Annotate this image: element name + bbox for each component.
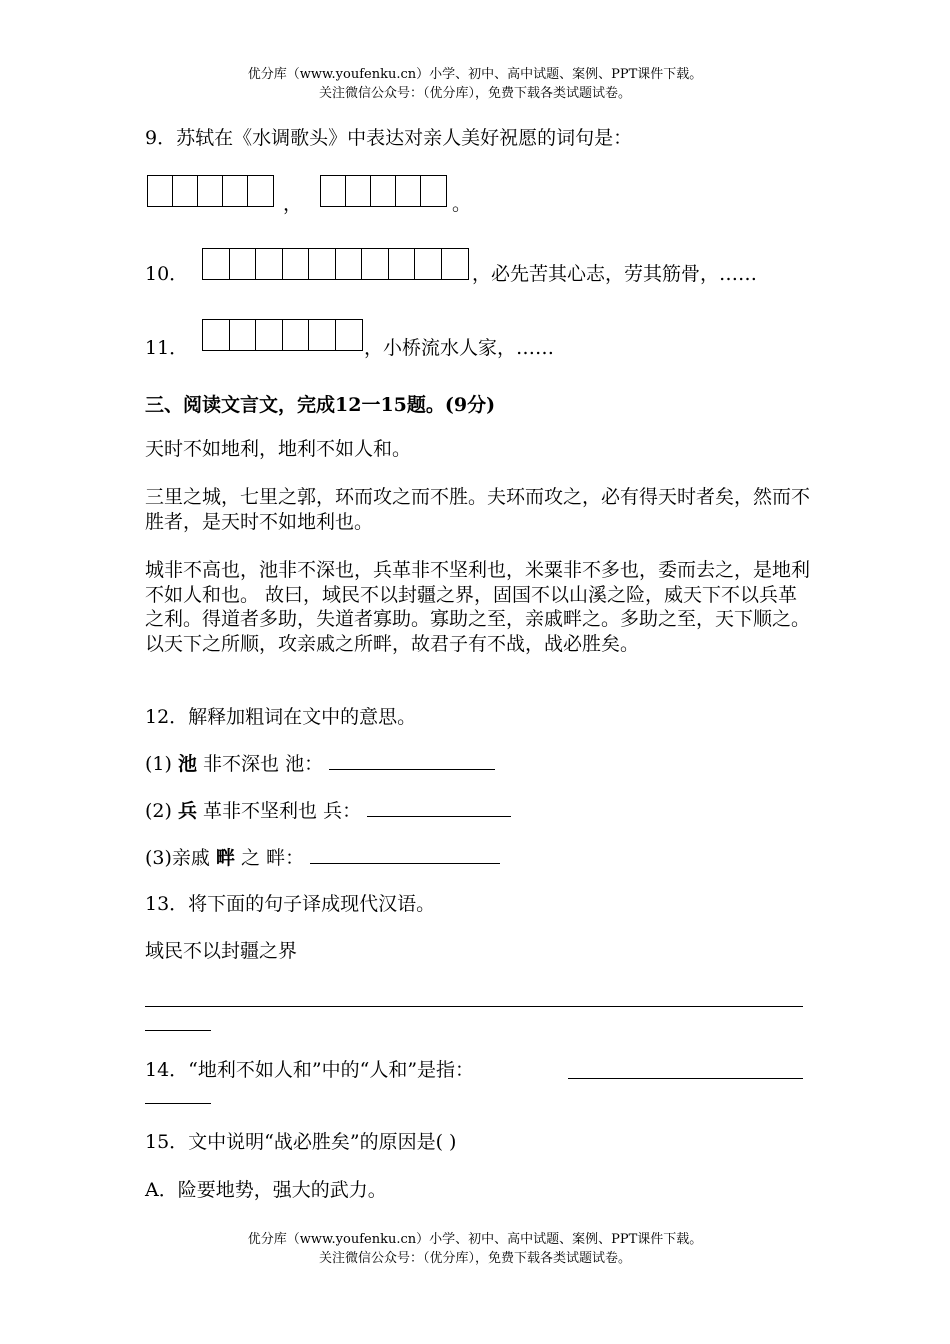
q13-answer-line[interactable] (145, 1006, 803, 1007)
q12-item-2-prefix: (2) (145, 800, 172, 822)
answer-boxes-10[interactable] (202, 248, 469, 280)
question-13-sentence: 域民不以封疆之界 (145, 940, 298, 962)
q12-item-2-rest: 革非不坚利也 兵： (203, 800, 362, 822)
q12-item-1-prefix: (1) (145, 753, 172, 775)
q12-item-1-answer-blank[interactable] (329, 751, 495, 770)
q12-item-2-bold-word: 兵 (177, 800, 197, 822)
answer-boxes-9b[interactable] (320, 175, 447, 207)
q14-answer-line-continued[interactable] (145, 1103, 211, 1104)
section-3-title: 三、阅读文言文，完成12一15题。(9分) (145, 394, 496, 416)
answer-boxes-9a[interactable] (147, 175, 274, 207)
passage-paragraph-2: 三里之城，七里之郭，环而攻之而不胜。夫环而攻之，必有得天时者矣，然而不胜者，是天时不如地利也。 (145, 486, 811, 533)
q12-item-2 (145, 798, 511, 823)
question-10-text: ，必先苦其心志，劳其筋骨，…… (472, 263, 758, 285)
page-header-line1: 优分库（www.youfenku.cn）小学、初中、高中试题、案例、PPT课件下载。 (247, 67, 703, 82)
question-9: 9．苏轼在《水调歌头》中表达对亲人美好祝愿的词句是： (145, 127, 633, 149)
passage-paragraph-1: 天时不如地利，地利不如人和。 (145, 438, 412, 460)
question-15-option-a: A．险要地势，强大的武力。 (145, 1179, 387, 1201)
q13-answer-line-continued[interactable] (145, 1030, 211, 1031)
q12-item-3-prefix: (3)亲戚 (145, 847, 210, 869)
question-13: 13．将下面的句子译成现代汉语。 (145, 893, 436, 915)
q12-item-2-answer-blank[interactable] (367, 798, 511, 817)
question-11-number: 11． (145, 337, 189, 359)
page-footer-line1: 优分库（www.youfenku.cn）小学、初中、高中试题、案例、PPT课件下载。 (247, 1232, 703, 1247)
question-15: 15．文中说明“战必胜矣”的原因是( ) (145, 1131, 457, 1153)
answer-boxes-11[interactable] (202, 319, 363, 351)
question-12: 12．解释加粗词在文中的意思。 (145, 706, 417, 728)
page-header-line2: 关注微信公众号：（优分库），免费下载各类试题试卷。 (318, 86, 631, 101)
question-11-text: ，小桥流水人家，…… (364, 337, 555, 359)
question-10-number: 10． (145, 263, 189, 285)
q12-item-3-answer-blank[interactable] (310, 845, 500, 864)
q12-item-1-rest: 非不深也 池： (203, 753, 324, 775)
q12-item-3-bold-word: 畔 (215, 847, 235, 869)
passage-paragraph-3: 城非不高也，池非不深也，兵革非不坚利也，米粟非不多也，委而去之，是地利不如人和也。 故曰，域民不以封疆之界，固国不以山溪之险，威天下不以兵革之利。得道者多助，失道者寡助。寡助之至，亲戚畔之。多助之至，天下顺之。以天下之所顺，攻亲戚之所畔，故君子有不战，战必胜矣。 (145, 559, 811, 655)
q12-item-3-rest: 之 畔： (241, 847, 305, 869)
period-9: 。 (452, 193, 472, 215)
q12-item-3 (145, 845, 500, 870)
q14-answer-line[interactable] (568, 1078, 803, 1079)
question-14: 14．“地利不如人和”中的“人和”是指： (145, 1059, 475, 1081)
page-footer-line2: 关注微信公众号：（优分库），免费下载各类试题试卷。 (318, 1251, 631, 1266)
q12-item-1 (145, 751, 495, 776)
comma-9: ， (283, 193, 303, 215)
q12-item-1-bold-word: 池 (177, 753, 197, 775)
